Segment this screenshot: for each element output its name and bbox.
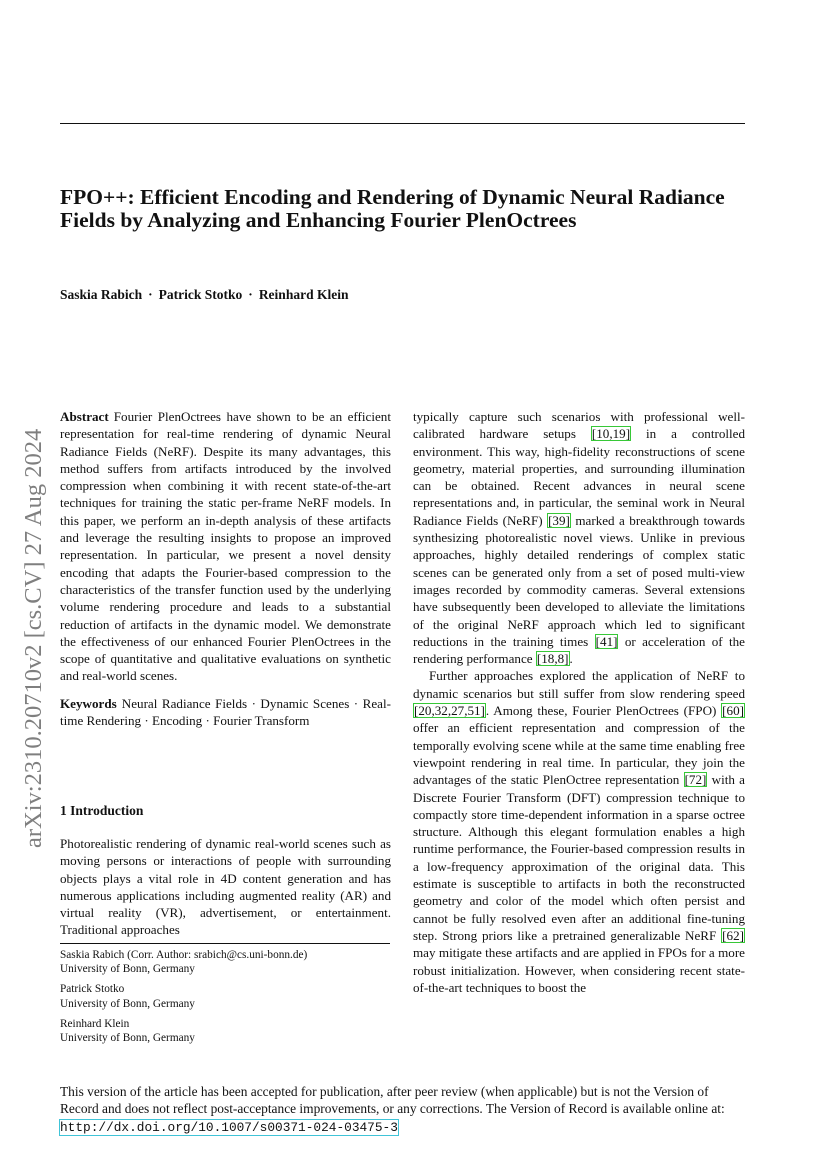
citation-link[interactable]: [39]	[548, 512, 570, 528]
body-text: marked a breakthrough towards synthesizing photorealistic novel views. Unlike in previous approaches, highly detailed renderings of complex static scenes can be generated only from a set of posed multi-view images recorded by commodity cameras. Several extensions have subsequently been developed to alleviate the limitations of the original NeRF approach which led to significant reductions in the training times	[413, 512, 745, 649]
abstract-text: Fourier PlenOctrees have shown to be an efficient representation for real-time rendering of dynamic Neural Radiance Fields (NeRF). Despite its many advantages, this method suffers from artifacts introduced by the involved compression when combining it with recent state-of-the-art techniques for training the static per-frame NeRF models. In this paper, we perform an in-depth analysis of these artifacts and leverage the resulting insights to propose an improved representation. In particular, we present a novel density encoding that adapts the Fourier-based compression to the characteristics of the transfer function used by the underlying volume rendering procedure and leads to a substantial reduction of artifacts in the dynamic model. We demonstrate the effectiveness of our enhanced Fourier PlenOctrees in the scope of quantitative and qualitative evaluations on synthetic and real-world scenes.	[60, 409, 391, 684]
citation-link[interactable]: [60]	[722, 703, 744, 719]
affiliation-entry	[60, 948, 390, 976]
citation-link[interactable]: [20,32,27,51]	[414, 703, 485, 719]
affiliation-institution: University of Bonn, Germany	[60, 997, 195, 1010]
body-text: with a Discrete Fourier Transform (DFT) compression technique to compactly store time-dependent information in a sparse octree structure. Although this elegant formulation enables a high runtime performance, the Fourier-based compression results in a low-frequency approximation of the original data. This estimate is susceptible to artifacts in both the reconstructed geometry and color of the model which often persist and cannot be fully resolved even after an additional fine-tuning step. Strong priors like a pretrained generalizable NeRF	[413, 772, 745, 943]
left-column	[60, 408, 391, 729]
top-rule	[60, 123, 745, 124]
citation-link[interactable]: [41]	[595, 633, 618, 649]
body-text: typically capture such scenarios with professional well-calibrated hardware setups	[413, 409, 745, 442]
abstract-label: Abstract	[60, 409, 109, 424]
citation-link[interactable]: [18,8]	[536, 651, 569, 667]
right-column	[413, 408, 745, 996]
author-name: Reinhard Klein	[258, 287, 349, 302]
doi-link[interactable]: http://dx.doi.org/10.1007/s00371-024-03475-3	[60, 1119, 398, 1135]
publication-note	[60, 1083, 748, 1136]
keywords-text: Neural Radiance Fields · Dynamic Scenes · Real-time Rendering · Encoding · Fourier Transform	[60, 695, 391, 729]
affiliation-author: Saskia Rabich (Corr. Author: srabich@cs.uni-bonn.de)	[60, 949, 308, 961]
body-text: Further approaches explored the application of NeRF to dynamic scenarios but still suffer from slow rendering speed	[413, 668, 745, 701]
introduction-paragraph: Photorealistic rendering of dynamic real-world scenes such as moving persons or interactions of people with surrounding objects plays a vital role in 4D content generation and has numerous applications including augmented reality (AR) and virtual reality (VR), advertisement, or entertainment. Traditional approaches	[60, 836, 391, 938]
author-list	[60, 287, 348, 303]
affiliation-author: Reinhard Klein	[60, 1017, 130, 1030]
keywords-label: Keywords	[60, 695, 117, 711]
section-heading-introduction: 1 Introduction	[60, 803, 144, 818]
body-text: or acceleration of the rendering performance	[413, 633, 745, 667]
author-affiliations	[60, 948, 390, 1051]
arxiv-identifier-stamp: arXiv:2310.20710v2 [cs.CV] 27 Aug 2024	[20, 428, 47, 848]
affiliation-institution: University of Bonn, Germany	[60, 1032, 195, 1045]
affiliation-author: Patrick Stotko	[60, 983, 125, 996]
author-name: Saskia Rabich	[60, 287, 143, 302]
body-text: .	[569, 651, 573, 667]
affiliation-institution: University of Bonn, Germany	[60, 963, 195, 976]
body-text: in a controlled environment. This way, high-fidelity reconstructions of scene geometry, material properties, and surrounding illumination can be obtained. Recent advances in neural scene representations and, in particular, the seminal work in Neural Radiance Fields (NeRF)	[413, 426, 745, 528]
citation-link[interactable]: [62]	[722, 927, 744, 943]
abstract	[60, 408, 391, 685]
publication-note-text: This version of the article has been accepted for publication, after peer review (when applicable) but is not the Version of Record and does not reflect post-acceptance improvements, or any corrections. The Version of Record is available online at:	[60, 1084, 725, 1117]
author-separator: ·	[148, 287, 153, 302]
affiliation-entry	[60, 1017, 390, 1045]
body-text: may mitigate these artifacts and are applied in FPOs for a more robust initialization. However, when considering recent state-of-the-art techniques to boost the	[413, 945, 745, 995]
citation-link[interactable]: [10,19]	[591, 426, 631, 442]
paper-title: FPO++: Efficient Encoding and Rendering of Dynamic Neural Radiance Fields by Analyzing and Enhancing Fourier PlenOctrees	[60, 185, 725, 232]
footnote-rule	[60, 943, 390, 944]
affiliation-entry	[60, 982, 390, 1010]
body-text: . Among these, Fourier PlenOctrees (FPO)	[485, 703, 722, 719]
body-text: offer an efficient representation and compression of the temporally evolving scene while at the same time enabling free viewpoint rendering in real time. In particular, they join the advantages of the static PlenOctree representation	[413, 720, 745, 788]
body-paragraph	[413, 667, 745, 996]
keywords	[60, 695, 391, 730]
body-paragraph	[413, 408, 745, 667]
author-separator: ·	[248, 287, 253, 302]
author-name: Patrick Stotko	[158, 287, 243, 302]
citation-link[interactable]: [72]	[684, 772, 707, 788]
